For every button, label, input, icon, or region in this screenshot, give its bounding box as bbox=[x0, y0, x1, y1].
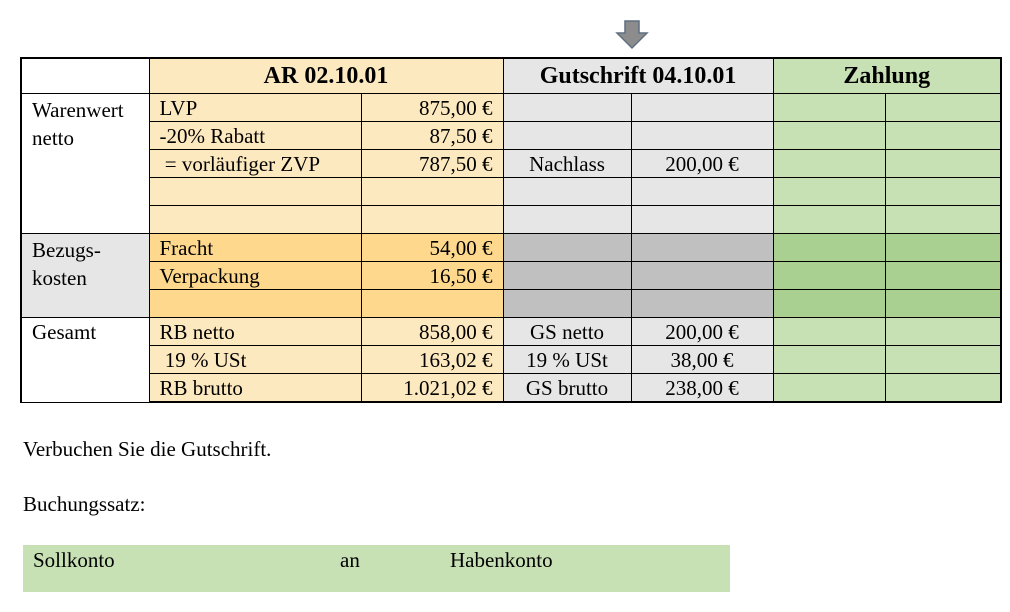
gs-cell bbox=[503, 290, 631, 318]
table-row bbox=[21, 318, 1001, 346]
gs-cell bbox=[631, 290, 773, 318]
zahlung-cell bbox=[773, 290, 885, 318]
habenkonto-label: Habenkonto bbox=[450, 548, 553, 572]
zahlung-cell bbox=[885, 94, 1001, 122]
ar-value: 163,02 € bbox=[361, 346, 503, 374]
zahlung-cell bbox=[885, 234, 1001, 262]
buchungssatz-label: Buchungssatz: bbox=[23, 492, 146, 516]
zahlung-cell bbox=[885, 150, 1001, 178]
zahlung-cell bbox=[885, 318, 1001, 346]
zahlung-cell bbox=[885, 374, 1001, 403]
ar-cell bbox=[361, 178, 503, 206]
zahlung-cell bbox=[885, 346, 1001, 374]
zahlung-cell bbox=[773, 178, 885, 206]
table-row bbox=[21, 290, 1001, 318]
category-warenwert: Warenwert netto bbox=[21, 94, 149, 234]
gs-cell bbox=[631, 234, 773, 262]
table-row bbox=[21, 374, 1001, 403]
ar-header: AR 02.10.01 bbox=[149, 58, 503, 94]
zahlung-header: Zahlung bbox=[773, 58, 1001, 94]
header-row bbox=[21, 58, 1001, 94]
zahlung-cell bbox=[773, 122, 885, 150]
ar-cell bbox=[361, 290, 503, 318]
ar-label: LVP bbox=[149, 94, 361, 122]
ar-value: 54,00 € bbox=[361, 234, 503, 262]
gs-label: 19 % USt bbox=[503, 346, 631, 374]
instruction-text: Verbuchen Sie die Gutschrift. bbox=[23, 437, 272, 461]
zahlung-cell bbox=[885, 178, 1001, 206]
zahlung-cell bbox=[773, 374, 885, 403]
table-row bbox=[21, 94, 1001, 122]
ar-cell bbox=[149, 290, 361, 318]
zahlung-cell bbox=[885, 262, 1001, 290]
ar-label: -20% Rabatt bbox=[149, 122, 361, 150]
category-gesamt: Gesamt bbox=[21, 318, 149, 403]
calculation-table bbox=[20, 57, 1002, 403]
gs-value: 200,00 € bbox=[631, 150, 773, 178]
gs-value: 200,00 € bbox=[631, 318, 773, 346]
ar-value: 87,50 € bbox=[361, 122, 503, 150]
ar-value: 875,00 € bbox=[361, 94, 503, 122]
gs-cell bbox=[503, 234, 631, 262]
zahlung-cell bbox=[773, 346, 885, 374]
gs-cell bbox=[631, 122, 773, 150]
gs-cell bbox=[503, 206, 631, 234]
zahlung-cell bbox=[773, 206, 885, 234]
ar-value: 858,00 € bbox=[361, 318, 503, 346]
ar-value: 1.021,02 € bbox=[361, 374, 503, 403]
zahlung-cell bbox=[885, 122, 1001, 150]
ar-cell bbox=[149, 178, 361, 206]
gs-cell bbox=[503, 178, 631, 206]
corner-cell bbox=[21, 58, 149, 94]
ar-label: = vorläufiger ZVP bbox=[149, 150, 361, 178]
zahlung-cell bbox=[773, 262, 885, 290]
table-row bbox=[21, 346, 1001, 374]
zahlung-cell bbox=[885, 206, 1001, 234]
gs-label: GS brutto bbox=[503, 374, 631, 403]
gs-cell bbox=[631, 262, 773, 290]
table-row bbox=[21, 262, 1001, 290]
ar-label: RB brutto bbox=[149, 374, 361, 403]
gutschrift-header: Gutschrift 04.10.01 bbox=[503, 58, 773, 94]
table-row bbox=[21, 122, 1001, 150]
zahlung-cell bbox=[773, 318, 885, 346]
table-row bbox=[21, 178, 1001, 206]
sollkonto-label: Sollkonto bbox=[33, 548, 115, 572]
gs-value: 238,00 € bbox=[631, 374, 773, 403]
table-row bbox=[21, 234, 1001, 262]
gs-cell bbox=[631, 178, 773, 206]
zahlung-cell bbox=[773, 94, 885, 122]
gs-cell bbox=[631, 206, 773, 234]
zahlung-cell bbox=[773, 150, 885, 178]
zahlung-cell bbox=[885, 290, 1001, 318]
ar-value: 16,50 € bbox=[361, 262, 503, 290]
gs-cell bbox=[503, 262, 631, 290]
table-row bbox=[21, 150, 1001, 178]
ar-label: Verpackung bbox=[149, 262, 361, 290]
gs-cell bbox=[503, 94, 631, 122]
ar-value: 787,50 € bbox=[361, 150, 503, 178]
gs-label: GS netto bbox=[503, 318, 631, 346]
table-row bbox=[21, 206, 1001, 234]
gs-value: 38,00 € bbox=[631, 346, 773, 374]
category-bezugskosten: Bezugs-kosten bbox=[21, 234, 149, 318]
ar-label: 19 % USt bbox=[149, 346, 361, 374]
gs-label: Nachlass bbox=[503, 150, 631, 178]
ar-cell bbox=[149, 206, 361, 234]
ar-label: RB netto bbox=[149, 318, 361, 346]
zahlung-cell bbox=[773, 234, 885, 262]
booking-entry-bar[interactable] bbox=[23, 545, 730, 592]
an-label: an bbox=[340, 548, 360, 572]
gs-cell bbox=[631, 94, 773, 122]
gs-cell bbox=[503, 122, 631, 150]
down-arrow-icon bbox=[614, 20, 650, 50]
ar-cell bbox=[361, 206, 503, 234]
ar-label: Fracht bbox=[149, 234, 361, 262]
